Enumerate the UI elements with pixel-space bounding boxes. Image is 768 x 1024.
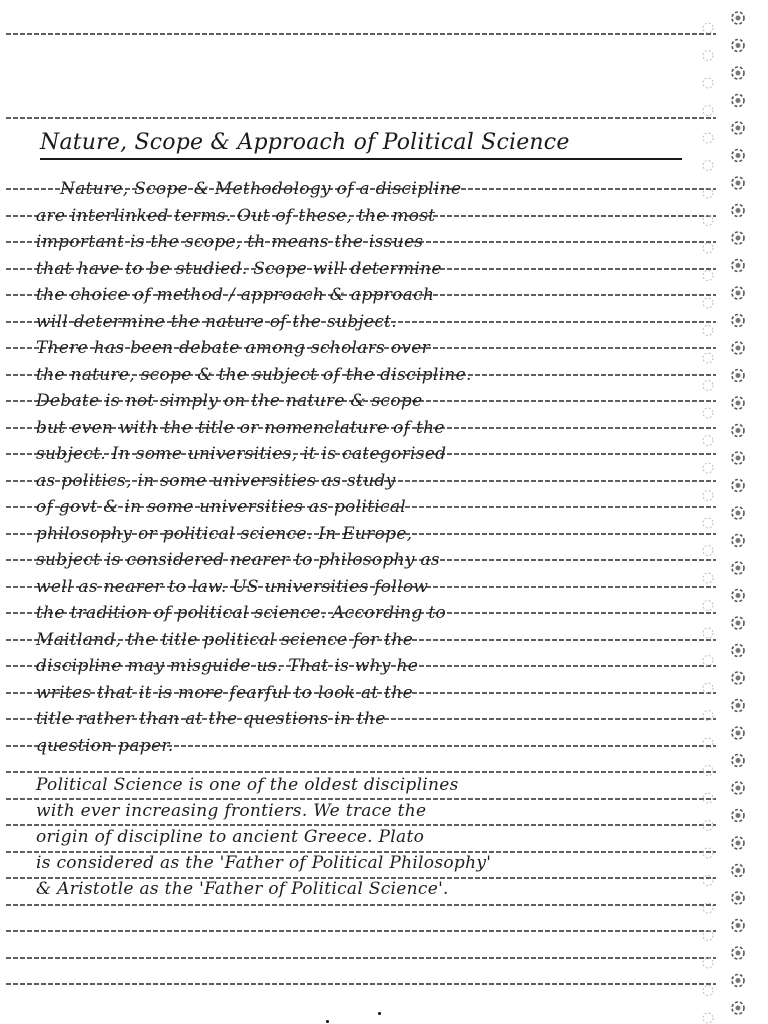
spiral-shadow [703, 793, 713, 803]
spiral-hole-center [736, 978, 741, 983]
spiral-shadow [703, 628, 713, 638]
spiral-shadow [703, 23, 713, 33]
text-line: philosophy or political science. In Europe, [36, 523, 413, 544]
spiral-hole-center [736, 126, 741, 131]
spiral-hole-center [736, 813, 741, 818]
text-line: Nature, Scope & Methodology of a discipline [60, 179, 462, 199]
text-line: the choice of method / approach & approach [36, 285, 435, 305]
spiral-shadow [703, 161, 713, 171]
spiral-shadow [703, 408, 713, 418]
spiral-shadow [703, 326, 713, 336]
spiral-hole-center [736, 98, 741, 103]
spiral-shadow [703, 216, 713, 226]
spiral-shadow [703, 243, 713, 253]
spiral-shadow [703, 463, 713, 473]
spiral-shadow [703, 683, 713, 693]
text-line: but even with the title or nomenclature of the [36, 417, 445, 438]
text-line: There has been debate among scholars over [36, 338, 431, 358]
text-line: of govt & in some universities as political [36, 497, 407, 517]
page-title: Nature, Scope & Approach of Political Science [40, 130, 570, 155]
ink-speck [378, 1012, 381, 1015]
spiral-hole-center [736, 868, 741, 873]
spiral-shadow [703, 298, 713, 308]
title-underline [40, 158, 682, 160]
spiral-shadow [703, 188, 713, 198]
spiral-hole-center [736, 291, 741, 296]
text-line: Debate is not simply on the nature & scope [36, 391, 423, 411]
spiral-hole-center [736, 346, 741, 351]
spiral-hole-center [736, 401, 741, 406]
paragraph-1 [36, 176, 616, 759]
spiral-hole-center [736, 951, 741, 956]
text-line: Political Science is one of the oldest disciplines [36, 775, 459, 795]
spiral-shadow [703, 958, 713, 968]
spiral-hole-center [736, 538, 741, 543]
spiral-shadow [703, 546, 713, 556]
spiral-hole-center [736, 731, 741, 736]
spiral-hole-center [736, 43, 741, 48]
spiral-hole-center [736, 456, 741, 461]
spiral-hole-center [736, 263, 741, 268]
text-line: question paper. [36, 735, 174, 756]
spiral-shadow [703, 133, 713, 143]
text-line: writes that it is more fearful to look at the [36, 682, 413, 703]
spiral-hole-center [736, 428, 741, 433]
text-line: important is the scope, th means the issues [36, 232, 424, 252]
spiral-shadow [703, 738, 713, 748]
spiral-hole-center [736, 593, 741, 598]
ink-speck [326, 1020, 329, 1023]
text-line: title rather than at the questions in the [36, 709, 386, 729]
text-line: origin of discipline to ancient Greece. Plato [36, 827, 425, 847]
spiral-shadow [703, 106, 713, 116]
spiral-hole-center [736, 896, 741, 901]
text-line: with ever increasing frontiers. We trace the [36, 801, 427, 821]
spiral-shadow [703, 766, 713, 776]
spiral-hole-center [736, 841, 741, 846]
spiral-hole-center [736, 511, 741, 516]
spiral-hole-center [736, 208, 741, 213]
spiral-shadow [703, 518, 713, 528]
spiral-shadow [703, 271, 713, 281]
text-line: the nature, scope & the subject of the discipline. [36, 364, 472, 385]
text-line: discipline may misguide us. That is why he [36, 656, 419, 676]
spiral-hole-center [736, 923, 741, 928]
spiral-shadow [703, 903, 713, 913]
spiral-hole-center [736, 566, 741, 571]
spiral-hole-center [736, 153, 741, 158]
text-line: is considered as the 'Father of Political Philosophy' [36, 853, 492, 873]
spiral-hole-center [736, 621, 741, 626]
spiral-hole-center [736, 373, 741, 378]
spiral-shadow [703, 601, 713, 611]
spiral-shadow [703, 353, 713, 363]
spiral-shadow [703, 931, 713, 941]
spiral-shadow [703, 78, 713, 88]
text-line: the tradition of political science. According to [36, 603, 446, 623]
text-line: will determine the nature of the subject. [36, 311, 398, 332]
spiral-shadow [703, 986, 713, 996]
spiral-shadow [703, 491, 713, 501]
text-line: subject. In some universities, it is categorised [36, 444, 447, 464]
text-line: subject is considered nearer to philosophy as [36, 550, 440, 570]
spiral-hole-center [736, 703, 741, 708]
spiral-shadow [703, 1013, 713, 1023]
spiral-hole-center [736, 318, 741, 323]
spiral-hole-center [736, 1006, 741, 1011]
spiral-shadow [703, 656, 713, 666]
spiral-hole-center [736, 758, 741, 763]
text-line: as politics, in some universities as study [36, 470, 396, 491]
spiral-shadow [703, 876, 713, 886]
spiral-hole-center [736, 16, 741, 21]
spiral-hole-center [736, 648, 741, 653]
spiral-hole-center [736, 676, 741, 681]
text-line: are interlinked terms. Out of these, the most [36, 205, 436, 226]
spiral-hole-center [736, 236, 741, 241]
spiral-shadow [703, 51, 713, 61]
spiral-shadow [703, 381, 713, 391]
spiral-shadow [703, 711, 713, 721]
spiral-hole-center [736, 181, 741, 186]
spiral-shadow [703, 848, 713, 858]
text-line: that have to be studied. Scope will determine [36, 258, 442, 279]
spiral-hole-center [736, 483, 741, 488]
text-line: & Aristotle as the 'Father of Political Science'. [36, 879, 449, 899]
paragraph-2 [36, 772, 616, 902]
spiral-shadow [703, 821, 713, 831]
text-line: well as nearer to law. US universities follow [36, 576, 429, 597]
spiral-hole-center [736, 71, 741, 76]
spiral-shadow [703, 573, 713, 583]
text-line: Maitland, the title political science for the [36, 629, 414, 650]
spiral-hole-center [736, 786, 741, 791]
spiral-shadow [703, 436, 713, 446]
